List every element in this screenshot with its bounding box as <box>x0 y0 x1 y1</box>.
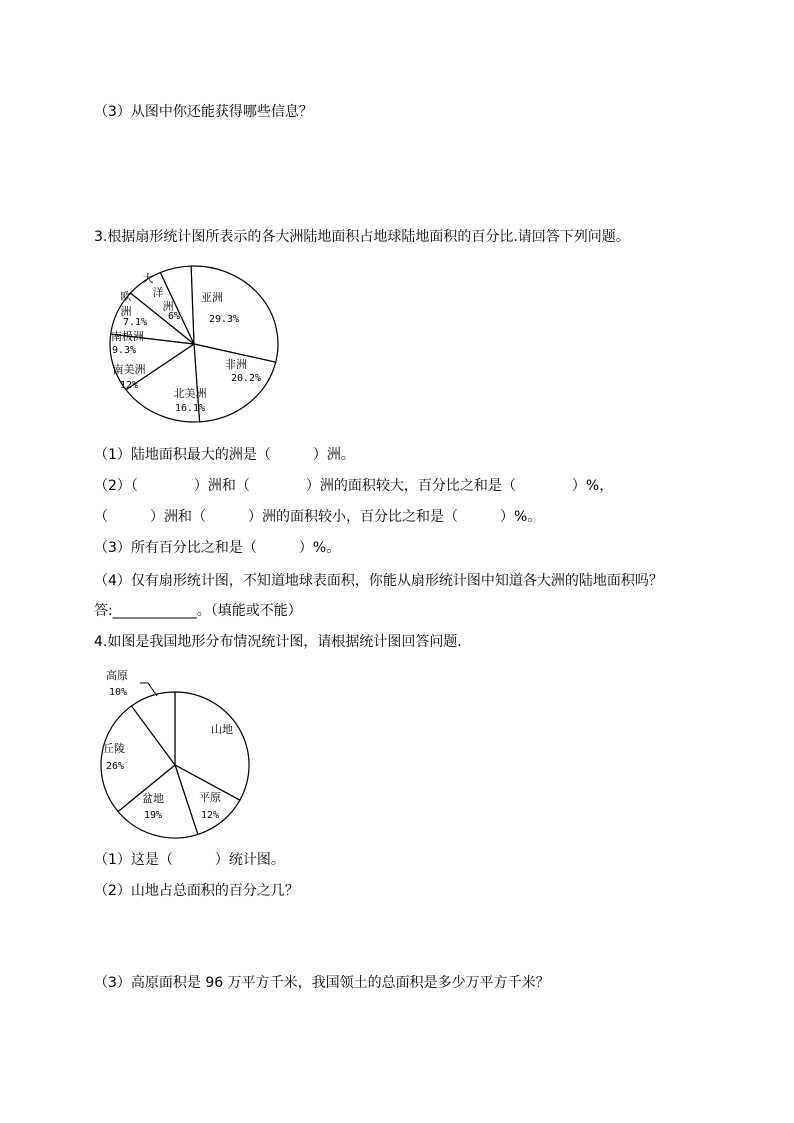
slice-value-label: 20.2% <box>230 373 262 384</box>
slice-label: 非洲 <box>225 358 247 371</box>
slice-label: 洲 <box>162 300 174 313</box>
slice-value-label: 9.3% <box>112 345 137 356</box>
slice-label: 高原 <box>106 669 128 682</box>
slice-label: 洲 <box>120 305 132 318</box>
slice-label: 北美洲 <box>173 387 207 400</box>
q3-subquestion-3: （3）所有百分比之和是（ ）%。 <box>94 540 341 556</box>
slice-label: 大 <box>142 272 154 285</box>
q3-subquestion-2a: （2）（ ）洲和（ ）洲的面积较大，百分比之和是（ ）%， <box>94 478 614 494</box>
slice-label: 亚洲 <box>201 291 223 304</box>
slice-label: 盆地 <box>142 792 164 805</box>
slice-value-label: 26% <box>105 761 125 772</box>
slice-value-label: 10% <box>108 687 128 698</box>
slice-value-label: 12% <box>200 810 220 821</box>
slice-label: 南美洲 <box>112 363 146 376</box>
q4-subquestion-3: （3）高原面积是 96 万平方千米，我国领土的总面积是多少万平方千米？ <box>94 975 550 991</box>
slice-value-label: 29.3% <box>208 314 240 325</box>
slice-value-label: 7.1% <box>122 317 148 328</box>
slice-label: 洋 <box>152 286 164 299</box>
q3-subquestion-1: （1）陆地面积最大的洲是（ ）洲。 <box>94 447 355 463</box>
slice-value-label: 16.1% <box>174 403 206 414</box>
slice-label: 山地 <box>211 723 233 736</box>
slice-value-label: 19% <box>143 810 163 821</box>
slice-value-label: 12% <box>119 380 139 391</box>
terrain-pie-chart <box>96 664 256 842</box>
plateau-leader-line <box>140 683 157 696</box>
q4-subquestion-1: （1）这是（ ）统计图。 <box>94 852 285 868</box>
q3-subquestion-4: （4）仅有扇形统计图，不知道地球表面积，你能从扇形统计图中知道各大洲的陆地面积吗？答:____________。（填能或不能） <box>94 573 663 619</box>
slice-value-label: 6% <box>167 311 181 322</box>
q4-subquestion-2: （2）山地占总面积的百分之几？ <box>94 883 299 899</box>
q3-title: 3.根据扇形统计图所表示的各大洲陆地面积占地球陆地面积的百分比.请回答下列问题。 <box>94 229 630 245</box>
q4-title: 4.如图是我国地形分布情况统计图，请根据统计图回答问题. <box>94 634 462 650</box>
slice-label: 南极洲 <box>111 330 144 343</box>
q2-subquestion-3: （3）从图中你还能获得哪些信息？ <box>94 104 313 120</box>
slice-label: 平原 <box>199 791 221 804</box>
q3-subquestion-2b: （ ）洲和（ ）洲的面积较小，百分比之和是（ ）%。 <box>94 509 542 525</box>
continent-pie-chart <box>98 257 284 427</box>
slice-label: 丘陵 <box>103 742 125 755</box>
slice-label: 欧 <box>120 290 132 303</box>
